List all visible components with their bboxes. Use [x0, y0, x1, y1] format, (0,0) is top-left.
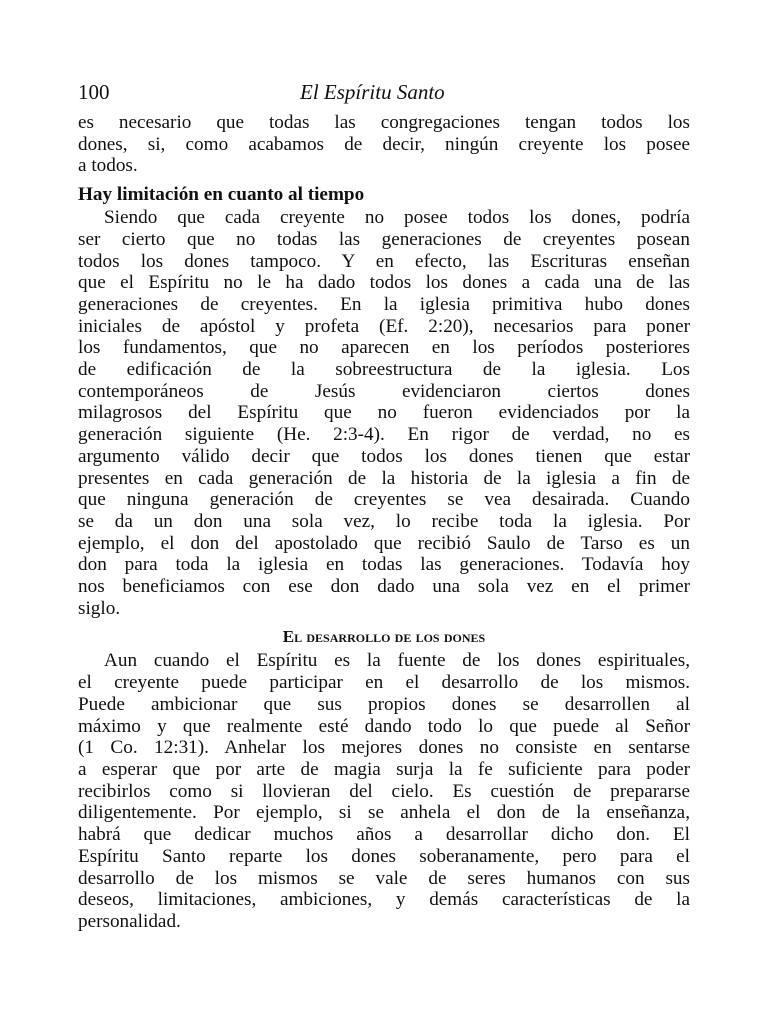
- text-line: nos beneficiamos con ese don dado una sola vez en el primer: [78, 576, 690, 598]
- text-line: desarrollo de los mismos se vale de seres humanos con sus: [78, 867, 690, 889]
- text-line: a todos.: [78, 155, 138, 177]
- text-line: el creyente puede participar en el desarrollo de los mismos.: [78, 672, 690, 694]
- running-head: [78, 80, 690, 112]
- text-line: contemporáneos de Jesús evidenciaron ciertos dones: [78, 380, 690, 402]
- text-line: Puede ambicionar que sus propios dones se desarrollen al: [78, 693, 690, 715]
- text-line: personalidad.: [78, 910, 181, 932]
- text-line: todos los dones tampoco. Y en efecto, las Escrituras enseñan: [78, 250, 690, 272]
- subheading-time-limitation: Hay limitación en cuanto al tiempo: [78, 184, 365, 206]
- text-line: ejemplo, el don del apostolado que recibió Saulo de Tarso es un: [78, 532, 690, 554]
- text-line: que el Espíritu no le ha dado todos los dones a cada una de las: [78, 272, 690, 294]
- paragraph-development: [78, 650, 690, 932]
- text-line: Aun cuando el Espíritu es la fuente de los dones espirituales,: [104, 650, 690, 672]
- text-line: generaciones de creyentes. En la iglesia primitiva hubo dones: [78, 293, 690, 315]
- text-line: diligentemente. Por ejemplo, si se anhela el don de la enseñanza,: [78, 802, 690, 824]
- section-heading-development: El desarrollo de los dones: [282, 627, 486, 647]
- running-title: El Espíritu Santo: [300, 80, 445, 104]
- text-line: es necesario que todas las congregaciones tengan todos los: [78, 112, 690, 133]
- text-line: máximo y que realmente esté dando todo lo que puede al Señor: [78, 715, 690, 737]
- text-line: recibirlos como si llovieran del cielo. Es cuestión de prepararse: [78, 780, 690, 802]
- text-line: argumento válido decir que todos los dones tienen que estar: [78, 445, 690, 467]
- book-page: [78, 80, 690, 933]
- paragraph-continuation: [78, 112, 690, 177]
- text-line: Espíritu Santo reparte los dones soberanamente, pero para el: [78, 845, 690, 867]
- text-line: a esperar que por arte de magia surja la fe suficiente para poder: [78, 758, 690, 780]
- paragraph-time-limitation: [78, 207, 690, 619]
- text-line: ser cierto que no todas las generaciones de creyentes posean: [78, 228, 690, 250]
- text-line: presentes en cada generación de la historia de la iglesia a fin de: [78, 467, 690, 489]
- page-number: 100: [78, 80, 110, 104]
- text-line: Siendo que cada creyente no posee todos los dones, podría: [104, 207, 690, 229]
- text-line: dones, si, como acabamos de decir, ningún creyente los posee: [78, 133, 690, 155]
- text-line: se da un don una sola vez, lo recibe toda la iglesia. Por: [78, 510, 690, 532]
- text-line: generación siguiente (He. 2:3-4). En rigor de verdad, no es: [78, 424, 690, 446]
- text-line: iniciales de apóstol y profeta (Ef. 2:20), necesarios para poner: [78, 315, 690, 337]
- text-line: de edificación de la sobreestructura de la iglesia. Los: [78, 359, 690, 381]
- text-line: los fundamentos, que no aparecen en los períodos posteriores: [78, 337, 690, 359]
- text-line: siglo.: [78, 597, 121, 619]
- text-line: don para toda la iglesia en todas las generaciones. Todavía hoy: [78, 554, 690, 576]
- text-line: que ninguna generación de creyentes se vea desairada. Cuando: [78, 489, 690, 511]
- text-line: (1 Co. 12:31). Anhelar los mejores dones no consiste en sentarse: [78, 737, 690, 759]
- text-line: habrá que dedicar muchos años a desarrollar dicho don. El: [78, 824, 690, 846]
- text-line: milagrosos del Espíritu que no fueron evidenciados por la: [78, 402, 690, 424]
- text-line: deseos, limitaciones, ambiciones, y demás características de la: [78, 889, 690, 911]
